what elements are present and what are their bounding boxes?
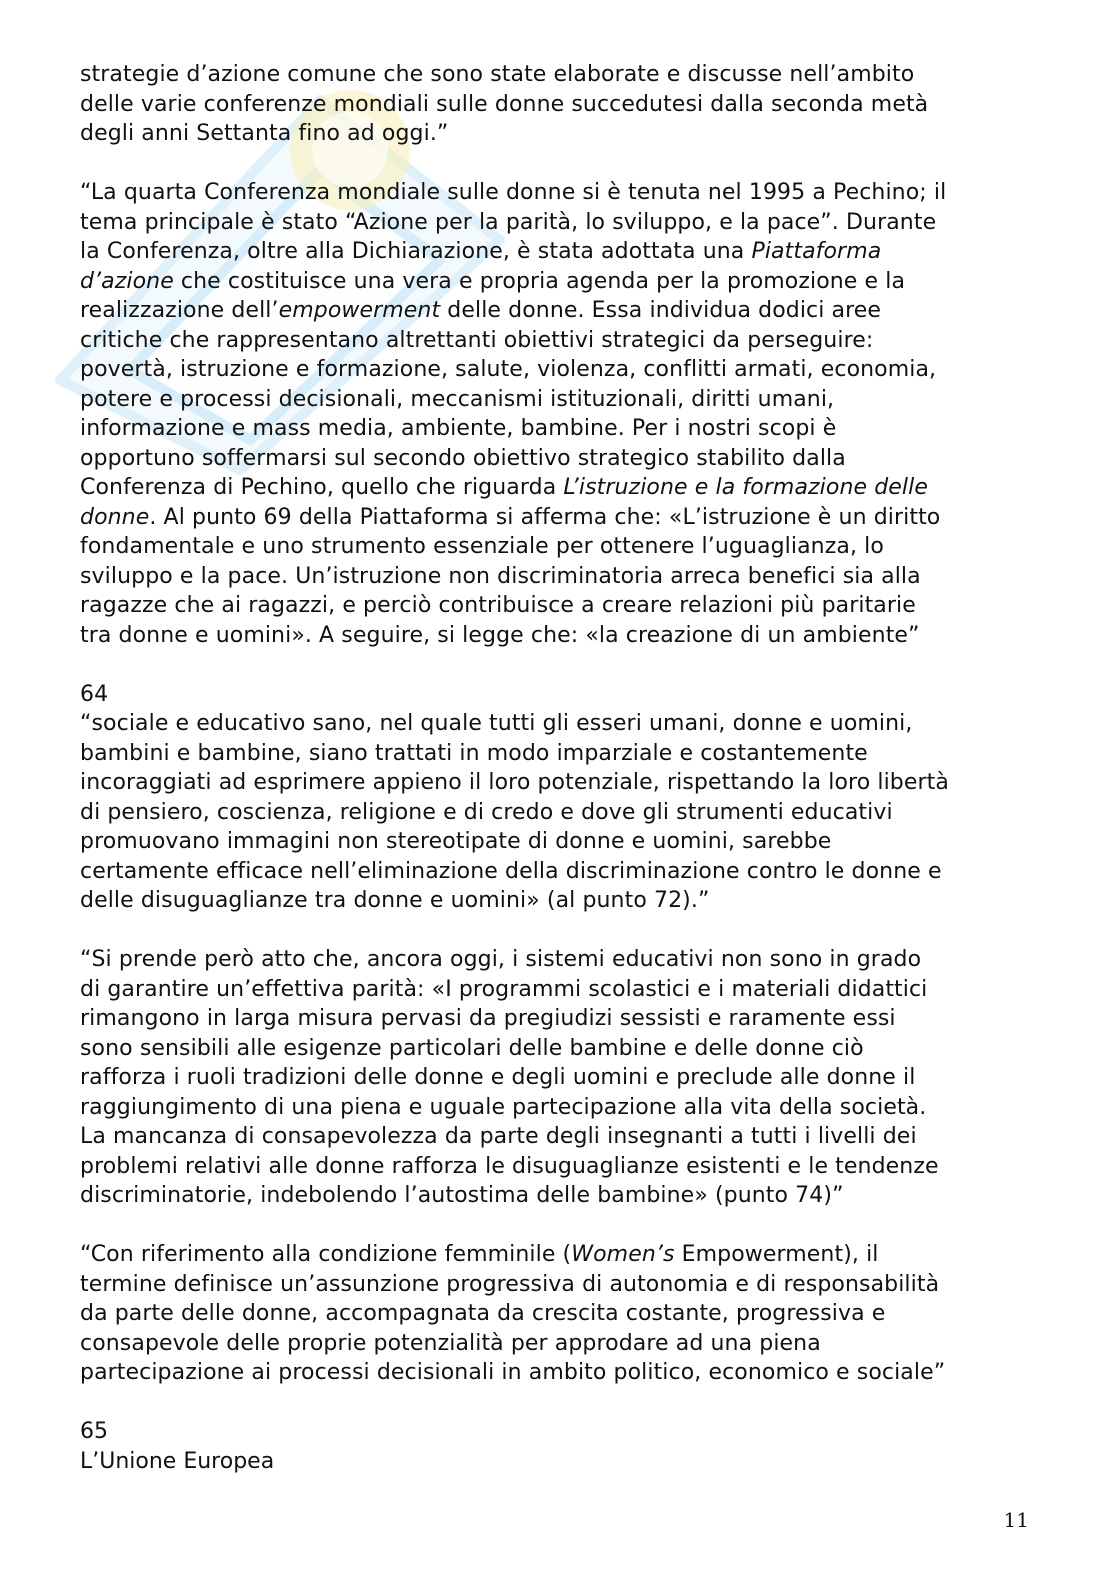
text-line: tra donne e uomini». A seguire, si legge che: «la creazione di un ambiente” — [80, 622, 920, 648]
text-line — [80, 473, 1040, 503]
text-line: potere e processi decisionali, meccanismi istituzionali, diritti umani, — [80, 386, 835, 412]
text-line — [80, 503, 1040, 533]
text-span: la Conferenza, oltre alla Dichiarazione, è stata adottata una — [80, 239, 752, 264]
text-line: certamente efficace nell’eliminazione della discriminazione contro le donne e — [80, 858, 942, 884]
text-line: La mancanza di consapevolezza da parte degli insegnanti a tutti i livelli dei — [80, 1124, 917, 1149]
text-line: “La quarta Conferenza mondiale sulle donne si è tenuta nel 1995 a Pechino; il — [80, 180, 947, 205]
text-line: promuovano immagini non stereotipate di donne e uomini, sarebbe — [80, 829, 832, 854]
text-line: raggiungimento di una piena e uguale partecipazione alla vita della società. — [80, 1094, 927, 1120]
text-span: Conferenza di Pechino, quello che riguarda — [80, 475, 564, 500]
text-line: povertà, istruzione e formazione, salute, violenza, conflitti armati, economia, — [80, 357, 937, 382]
text-line: problemi relativi alle donne rafforza le disuguaglianze esistenti e le tendenze — [80, 1153, 939, 1179]
italic-term: d’azione — [80, 268, 174, 294]
text-line: “sociale e educativo sano, nel quale tutti gli esseri umani, donne e uomini, — [80, 711, 913, 736]
text-line — [80, 267, 1040, 297]
text-line: di garantire un’effettiva parità: «I programmi scolastici e i materiali didattici — [80, 976, 928, 1002]
text-line: incoraggiati ad esprimere appieno il loro potenziale, rispettando la loro libertà — [80, 770, 949, 795]
text-line: rimangono in larga misura pervasi da pregiudizi sessisti e raramente essi — [80, 1006, 896, 1031]
text-line: critiche che rappresentano altrettanti obiettivi strategici da perseguire: — [80, 327, 874, 353]
text-line: fondamentale e uno strumento essenziale per ottenere l’uguaglianza, lo — [80, 534, 884, 559]
footnote-number: 64 — [80, 681, 109, 707]
text-line: sviluppo e la pace. Un’istruzione non discriminatoria arreca benefici sia alla — [80, 563, 921, 589]
document-page — [80, 60, 1040, 1476]
text-line: partecipazione ai processi decisionali in ambito politico, economico e sociale” — [80, 1360, 946, 1385]
text-line: strategie d’azione comune che sono state elaborate e discusse nell’ambito — [80, 62, 915, 87]
text-line: bambini e bambine, siano trattati in modo imparziale e costantemente — [80, 740, 868, 766]
footnote-title: L’Unione Europea — [80, 1448, 275, 1474]
text-line: informazione e mass media, ambiente, bambine. Per i nostri scopi è — [80, 416, 837, 441]
paragraph-strategie — [80, 60, 1040, 149]
paragraph-quarta-conferenza — [80, 178, 1040, 650]
text-line: ragazze che ai ragazzi, e perciò contribuisce a creare relazioni più paritarie — [80, 593, 916, 618]
text-line: opportuno soffermarsi sul secondo obiettivo strategico stabilito dalla — [80, 445, 846, 471]
text-line — [80, 237, 1040, 267]
text-line: rafforza i ruoli tradizioni delle donne e degli uomini e preclude alle donne il — [80, 1065, 916, 1090]
text-span: realizzazione dell’ — [80, 298, 279, 323]
text-line: di pensiero, coscienza, religione e di credo e dove gli strumenti educativi — [80, 799, 893, 825]
text-line — [80, 296, 1040, 326]
italic-term: Women’s — [571, 1242, 675, 1267]
text-line: consapevole delle proprie potenzialità per approdare ad una piena — [80, 1330, 821, 1356]
text-line: “Si prende però atto che, ancora oggi, i sistemi educativi non sono in grado — [80, 947, 922, 972]
text-line — [80, 1240, 1040, 1270]
paragraph-sistemi-educativi — [80, 945, 1040, 1211]
footnote-number: 65 — [80, 1419, 108, 1444]
footnote-65 — [80, 1417, 1040, 1476]
text-span: che costituisce una vera e propria agenda per la promozione e la — [173, 268, 906, 294]
italic-term: Piattaforma — [751, 239, 882, 264]
text-line: tema principale è stato “Azione per la parità, lo sviluppo, e la pace”. Durante — [80, 209, 937, 235]
text-span: delle donne. Essa individua dodici aree — [440, 298, 882, 323]
text-span: “Con riferimento alla condizione femminile ( — [80, 1242, 572, 1267]
italic-term: L’istruzione e la formazione delle — [563, 475, 928, 500]
text-line: degli anni Settanta fino ad oggi.” — [80, 121, 449, 146]
footnote-64 — [80, 680, 1040, 916]
text-line: discriminatorie, indebolendo l’autostima delle bambine» (punto 74)” — [80, 1183, 844, 1208]
text-line: delle varie conferenze mondiali sulle donne succedutesi dalla seconda metà — [80, 91, 929, 117]
italic-term: empowerment — [278, 298, 441, 323]
paragraph-empowerment — [80, 1240, 1040, 1388]
text-line: delle disuguaglianze tra donne e uomini» (al punto 72).” — [80, 888, 710, 913]
text-span: Empowerment), il — [674, 1242, 879, 1267]
italic-term: donne — [80, 504, 150, 530]
text-line: termine definisce un’assunzione progressiva di autonomia e di responsabilità — [80, 1271, 940, 1297]
text-line: da parte delle donne, accompagnata da crescita costante, progressiva e — [80, 1301, 886, 1326]
text-line: sono sensibili alle esigenze particolari delle bambine e delle donne ciò — [80, 1035, 864, 1061]
page-number: 11 — [1003, 1508, 1029, 1532]
text-span: . Al punto 69 della Piattaforma si afferma che: «L’istruzione è un diritto — [149, 504, 941, 530]
